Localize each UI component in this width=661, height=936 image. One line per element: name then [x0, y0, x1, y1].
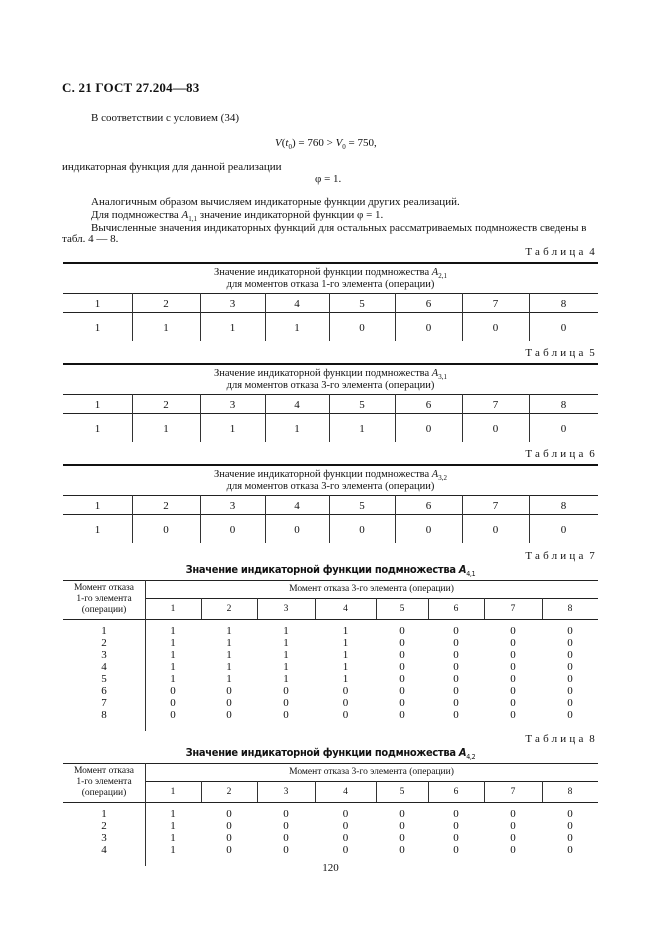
formula-paren-close: ) — [291, 137, 296, 149]
row-label: 8 — [101, 709, 107, 721]
column-header: 6 — [453, 604, 459, 614]
column-header: 7 — [492, 500, 499, 512]
subset-post: значение индикаторной функции φ = 1. — [197, 209, 384, 221]
table-cell: 1 — [226, 661, 232, 673]
span-head-rule — [145, 781, 598, 782]
table-cell: 1 — [170, 637, 176, 649]
row-label: 3 — [101, 649, 107, 661]
table-cell: 0 — [283, 820, 289, 832]
table-caption-line2: для моментов отказа 3-го элемента (операции) — [226, 481, 435, 492]
formula-sub-v0: 0 — [342, 143, 346, 151]
table-cell: 0 — [453, 709, 459, 721]
row-label: 2 — [101, 637, 107, 649]
table-cell: 1 — [163, 322, 169, 334]
table-cell: 1 — [170, 844, 176, 856]
table-cell: 0 — [226, 820, 232, 832]
formula-rest1: = 760 > — [295, 137, 336, 149]
table-cell: 1 — [170, 649, 176, 661]
table-cell: 0 — [567, 709, 573, 721]
table-cell: 0 — [399, 649, 405, 661]
table-cell: 0 — [567, 844, 573, 856]
table-title-text: Значение индикаторной функции подмножества — [185, 746, 459, 759]
table-cell: 0 — [567, 673, 573, 685]
formula-phi: φ = 1. — [315, 173, 342, 185]
header-bottom-rule — [63, 802, 598, 803]
table-cell: 0 — [294, 524, 300, 536]
paragraph-condition: В соответствии с условием (34) — [91, 112, 239, 124]
row-label: 4 — [101, 844, 107, 856]
table-cell: 0 — [359, 524, 365, 536]
row-label: 1 — [101, 808, 107, 820]
table-cell: 0 — [510, 697, 516, 709]
table-title — [63, 746, 598, 759]
table-cell: 1 — [170, 820, 176, 832]
column-header: 2 — [226, 604, 232, 614]
table-cell: 0 — [453, 844, 459, 856]
caption-sub: 3,2 — [438, 474, 447, 482]
table-cell: 0 — [170, 685, 176, 697]
column-header: 5 — [359, 399, 365, 411]
column-header: 3 — [229, 399, 236, 411]
table-cell: 1 — [229, 423, 236, 435]
column-header: 8 — [567, 604, 573, 614]
table-cell: 0 — [567, 832, 573, 844]
table-cell: 0 — [567, 661, 573, 673]
stub-head-line: Момент отказа — [73, 583, 135, 593]
table-cell: 1 — [226, 673, 232, 685]
caption-sub: 3,1 — [438, 373, 447, 381]
column-header: 8 — [567, 787, 573, 797]
table-cell: 1 — [283, 673, 289, 685]
table-cell: 0 — [283, 685, 289, 697]
formula-sub-t: 0 — [288, 143, 292, 151]
formula-rest2: = 750, — [345, 137, 377, 149]
table-cell: 0 — [567, 625, 573, 637]
body-rule — [63, 413, 598, 414]
column-header: 6 — [453, 787, 459, 797]
table-cell: 1 — [342, 649, 349, 661]
table-cell: 1 — [226, 625, 232, 637]
table-cell: 0 — [283, 709, 289, 721]
table-cell: 1 — [283, 625, 289, 637]
paragraph-analogous: Аналогичным образом вычисляем индикаторные функции других реализаций. — [91, 196, 460, 208]
table-cell: 0 — [567, 820, 573, 832]
table-cell: 0 — [560, 524, 567, 536]
table-cell: 0 — [226, 832, 232, 844]
row-label: 1 — [101, 625, 107, 637]
column-header: 3 — [283, 604, 289, 614]
paragraph-summary-cont: табл. 4 — 8. — [62, 233, 119, 245]
caption-text: Значение индикаторной функции подмножества — [214, 267, 432, 278]
column-header: 5 — [359, 500, 365, 512]
table-top-rule — [63, 763, 598, 764]
table-cell: 1 — [283, 637, 289, 649]
table-word: Таблица — [525, 448, 587, 460]
table-number: 6 — [589, 448, 598, 460]
row-label: 7 — [101, 697, 107, 709]
column-header: 4 — [294, 298, 300, 310]
table-cell: 1 — [342, 625, 349, 637]
table-cell: 0 — [510, 637, 516, 649]
table-top-rule — [63, 262, 598, 264]
table-label — [525, 347, 598, 359]
table-cell: 0 — [453, 625, 459, 637]
stub-head-line: (операции) — [81, 788, 127, 798]
column-header: 1 — [94, 399, 101, 411]
table-title-var: A — [458, 746, 467, 759]
table-caption-line1 — [63, 469, 598, 481]
table-number: 8 — [589, 733, 598, 745]
paragraph-summary: Вычисленные значения индикаторных функций для остальных рассматриваемых подмножеств сведены в — [91, 222, 587, 234]
table-cell: 0 — [453, 649, 459, 661]
column-header: 7 — [510, 604, 516, 614]
column-header: 1 — [170, 787, 176, 797]
table-top-rule — [63, 363, 598, 365]
table-cell: 0 — [567, 697, 573, 709]
table-cell: 0 — [567, 649, 573, 661]
table-cell: 1 — [170, 808, 176, 820]
column-header: 8 — [560, 298, 567, 310]
table-caption-line1 — [63, 267, 598, 279]
table-cell: 0 — [342, 832, 349, 844]
table-cell: 1 — [294, 322, 300, 334]
stub-head-line: Момент отказа — [73, 766, 135, 776]
table-cell: 1 — [359, 423, 365, 435]
span-head: Момент отказа 3-го элемента (операции) — [289, 767, 454, 777]
table-cell: 0 — [163, 524, 169, 536]
table-top-rule — [63, 580, 598, 581]
column-header: 1 — [170, 604, 176, 614]
header-rule — [63, 293, 598, 294]
body-rule — [63, 514, 598, 515]
column-header: 4 — [294, 500, 300, 512]
table-word: Таблица — [525, 550, 587, 562]
table-cell: 1 — [229, 322, 236, 334]
table-cell: 0 — [453, 832, 459, 844]
table-cell: 1 — [94, 322, 101, 334]
table-number: 7 — [589, 550, 598, 562]
subset-pre: Для подмножества — [91, 209, 182, 221]
table-title-sub: 4,1 — [466, 570, 476, 578]
table-cell: 0 — [453, 808, 459, 820]
page-header: С. 21 ГОСТ 27.204—83 — [62, 80, 200, 95]
table-cell: 0 — [560, 322, 567, 334]
table-label — [525, 550, 598, 562]
page-number: 120 — [322, 862, 339, 874]
table-cell: 0 — [399, 697, 405, 709]
row-label: 2 — [101, 820, 107, 832]
subset-sub: 1,1 — [188, 215, 198, 223]
column-header: 1 — [94, 298, 101, 310]
column-header: 7 — [492, 399, 499, 411]
table-cell: 1 — [342, 673, 349, 685]
table-cell: 0 — [453, 685, 459, 697]
table-cell: 0 — [425, 524, 432, 536]
column-header: 5 — [399, 787, 405, 797]
table-cell: 1 — [94, 524, 101, 536]
table-cell: 0 — [399, 709, 405, 721]
table-word: Таблица — [525, 347, 587, 359]
column-header: 1 — [94, 500, 101, 512]
table-word: Таблица — [525, 246, 587, 258]
table-cell: 1 — [170, 661, 176, 673]
table-cell: 0 — [399, 625, 405, 637]
table-caption-line2: для моментов отказа 1-го элемента (операции) — [226, 279, 435, 290]
column-header: 4 — [343, 787, 348, 797]
table-cell: 0 — [425, 322, 432, 334]
table-cell: 0 — [226, 697, 232, 709]
table-cell: 0 — [567, 808, 573, 820]
table-cell: 0 — [342, 808, 349, 820]
table-cell: 1 — [163, 423, 169, 435]
table-cell: 0 — [229, 524, 236, 536]
table-label — [525, 246, 598, 258]
column-header: 3 — [229, 298, 236, 310]
table-cell: 1 — [283, 649, 289, 661]
table-cell: 1 — [170, 625, 176, 637]
table-cell: 0 — [399, 844, 405, 856]
table-cell: 0 — [342, 709, 349, 721]
column-header: 7 — [492, 298, 499, 310]
table-cell: 0 — [399, 808, 405, 820]
table-cell: 1 — [226, 637, 232, 649]
row-label: 3 — [101, 832, 107, 844]
column-header: 3 — [283, 787, 289, 797]
paragraph-subset — [91, 209, 383, 223]
table-cell: 0 — [283, 844, 289, 856]
table-cell: 1 — [342, 637, 349, 649]
caption-text: Значение индикаторной функции подмножества — [214, 469, 432, 480]
header-rule — [63, 495, 598, 496]
span-head: Момент отказа 3-го элемента (операции) — [289, 584, 454, 594]
table-cell: 1 — [294, 423, 300, 435]
formula-paren-open: ( — [281, 137, 286, 149]
table-cell: 0 — [510, 685, 516, 697]
table-cell: 0 — [226, 685, 232, 697]
table-cell: 0 — [567, 637, 573, 649]
column-header: 2 — [163, 500, 169, 512]
table-cell: 0 — [342, 820, 349, 832]
table-cell: 1 — [94, 423, 101, 435]
column-header: 2 — [226, 787, 232, 797]
column-header: 8 — [560, 399, 567, 411]
table-label — [525, 448, 598, 460]
column-header: 8 — [560, 500, 567, 512]
table-cell: 0 — [399, 832, 405, 844]
table-cell: 0 — [453, 673, 459, 685]
paragraph-indicator: индикаторная функция для данной реализации — [62, 161, 282, 173]
table-cell: 0 — [283, 832, 289, 844]
table-title — [63, 563, 598, 576]
column-header: 5 — [399, 604, 405, 614]
column-header: 6 — [425, 500, 432, 512]
table-cell: 0 — [510, 709, 516, 721]
table-title-sub: 4,2 — [466, 753, 476, 761]
table-cell: 0 — [399, 820, 405, 832]
column-header: 7 — [510, 787, 516, 797]
table-cell: 0 — [226, 709, 232, 721]
caption-var: A — [431, 469, 439, 480]
table-cell: 1 — [226, 649, 232, 661]
formula-var-v0: V — [335, 137, 343, 149]
column-header: 2 — [163, 399, 169, 411]
table-cell: 0 — [342, 685, 349, 697]
table-cell: 0 — [342, 697, 349, 709]
table-cell: 0 — [510, 625, 516, 637]
row-label: 6 — [101, 685, 107, 697]
table-cell: 0 — [492, 423, 499, 435]
table-cell: 0 — [560, 423, 567, 435]
stub-head-line: (операции) — [81, 605, 127, 615]
table-cell: 0 — [399, 661, 405, 673]
header-rule — [63, 394, 598, 395]
table-cell: 0 — [425, 423, 432, 435]
table-cell: 0 — [359, 322, 365, 334]
table-cell: 0 — [453, 637, 459, 649]
table-cell: 1 — [342, 661, 349, 673]
table-cell: 0 — [510, 649, 516, 661]
column-header: 2 — [163, 298, 169, 310]
table-cell: 1 — [283, 661, 289, 673]
table-number: 5 — [589, 347, 598, 359]
table-top-rule — [63, 464, 598, 466]
column-header: 4 — [294, 399, 300, 411]
table-cell: 0 — [510, 820, 516, 832]
subset-var: A — [181, 209, 189, 221]
table-cell: 0 — [170, 709, 176, 721]
row-label: 4 — [101, 661, 107, 673]
stub-head-line: 1-го элемента — [76, 594, 132, 604]
table-cell: 0 — [342, 844, 349, 856]
row-label: 5 — [101, 673, 107, 685]
table-cell: 0 — [453, 697, 459, 709]
table-cell: 0 — [399, 637, 405, 649]
table-cell: 0 — [399, 685, 405, 697]
table-cell: 0 — [510, 844, 516, 856]
table-cell: 0 — [170, 697, 176, 709]
table-title-text: Значение индикаторной функции подмножества — [185, 563, 459, 576]
table-cell: 0 — [453, 661, 459, 673]
table-number: 4 — [589, 246, 598, 258]
table-cell: 1 — [170, 832, 176, 844]
table-cell: 0 — [492, 524, 499, 536]
caption-sub: 2,1 — [438, 272, 447, 280]
formula-var-t: t — [285, 137, 289, 149]
table-title-var: A — [458, 563, 467, 576]
caption-var: A — [431, 368, 439, 379]
table-cell: 0 — [399, 673, 405, 685]
column-header: 6 — [425, 399, 432, 411]
table-caption-line2: для моментов отказа 3-го элемента (операции) — [226, 380, 435, 391]
table-cell: 0 — [283, 697, 289, 709]
body-rule — [63, 312, 598, 313]
table-cell: 0 — [510, 832, 516, 844]
table-cell: 0 — [510, 673, 516, 685]
column-header: 4 — [343, 604, 348, 614]
column-header: 6 — [425, 298, 432, 310]
table-cell: 0 — [453, 820, 459, 832]
column-header: 3 — [229, 500, 236, 512]
table-cell: 0 — [283, 808, 289, 820]
column-header: 5 — [359, 298, 365, 310]
formula-inequality — [275, 137, 377, 151]
caption-text: Значение индикаторной функции подмножества — [214, 368, 432, 379]
table-cell: 0 — [510, 808, 516, 820]
header-bottom-rule — [63, 619, 598, 620]
table-label — [525, 733, 598, 745]
table-word: Таблица — [525, 733, 587, 745]
table-cell: 0 — [510, 661, 516, 673]
table-cell: 0 — [226, 808, 232, 820]
table-cell: 0 — [567, 685, 573, 697]
table-caption-line1 — [63, 368, 598, 380]
table-cell: 0 — [226, 844, 232, 856]
stub-head-line: 1-го элемента — [76, 777, 132, 787]
span-head-rule — [145, 598, 598, 599]
caption-var: A — [431, 267, 439, 278]
table-cell: 1 — [170, 673, 176, 685]
table-cell: 0 — [492, 322, 499, 334]
formula-var-v: V — [275, 137, 282, 149]
